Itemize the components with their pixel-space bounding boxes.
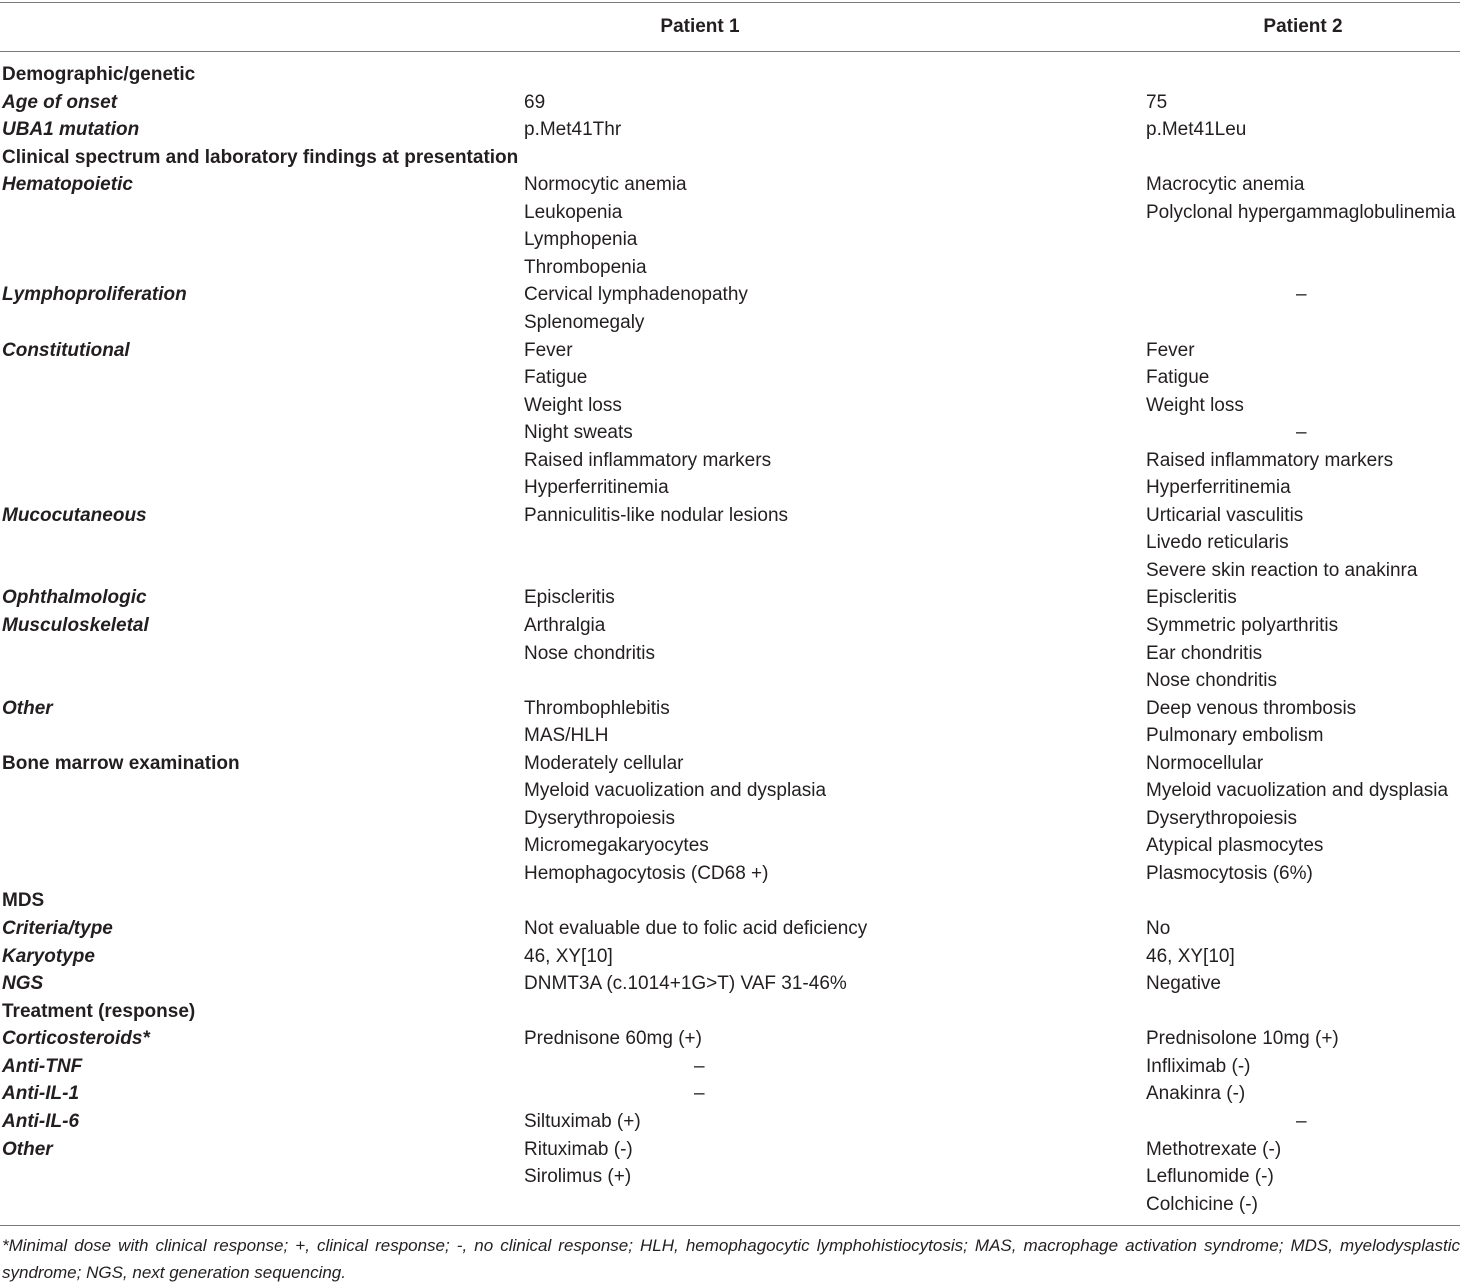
patient-2-cell xyxy=(1146,584,1460,612)
cell-line: Myeloid vacuolization and dysplasia xyxy=(1146,780,1449,802)
cell-line: Hemophagocytosis (CD68 +) xyxy=(524,862,769,884)
table-top-rule xyxy=(0,2,1460,3)
table-row xyxy=(0,584,1460,612)
patient-2-cell xyxy=(1146,171,1460,281)
patient-2-cell xyxy=(1146,970,1460,998)
section-heading: Demographic/genetic xyxy=(2,64,196,85)
patient-1-cell xyxy=(524,1108,1146,1136)
cell-line: 46, XY[10] xyxy=(524,945,613,967)
cell-line: Leukopenia xyxy=(524,201,623,223)
cell-line: Episcleritis xyxy=(1146,587,1237,609)
table-row xyxy=(0,89,1460,117)
cell-line: Nose chondritis xyxy=(1146,670,1277,692)
row-label: Hematopoietic xyxy=(2,174,133,196)
patient-1-cell xyxy=(524,998,1146,1026)
table-row xyxy=(0,1053,1460,1081)
table-row xyxy=(0,998,1460,1026)
cell-line: Thrombophlebitis xyxy=(524,697,670,719)
patient-1-cell xyxy=(524,171,1146,281)
cell-line: Nose chondritis xyxy=(524,642,655,664)
patient-2-cell xyxy=(1146,1080,1460,1108)
cell-line: Normocellular xyxy=(1146,752,1264,774)
header-patient-1: Patient 1 xyxy=(660,16,740,37)
patient-1-cell xyxy=(524,612,1146,695)
cell-line: Raised inflammatory markers xyxy=(1146,449,1394,471)
table-body xyxy=(0,61,1460,1218)
patient-1-cell xyxy=(524,337,1146,502)
empty-dash: – xyxy=(694,1083,705,1105)
patient-1-cell xyxy=(524,750,1146,888)
table-row xyxy=(0,970,1460,998)
cell-line: Cervical lymphadenopathy xyxy=(524,284,748,306)
patient-1-cell xyxy=(524,584,1146,612)
cell-line: 69 xyxy=(524,91,546,113)
section-heading: Bone marrow examination xyxy=(2,752,240,774)
row-label: Corticosteroids* xyxy=(2,1028,150,1050)
patient-2-cell xyxy=(1146,1025,1460,1053)
table-row xyxy=(0,502,1460,585)
patient-2-cell xyxy=(1146,144,1460,172)
table-row xyxy=(0,281,1460,336)
empty-dash: – xyxy=(694,1055,705,1077)
cell-line: Leflunomide (-) xyxy=(1146,1166,1274,1188)
cell-line: Weight loss xyxy=(524,394,622,416)
cell-line: Not evaluable due to folic acid deficiency xyxy=(524,918,868,940)
table-row xyxy=(0,1080,1460,1108)
patient-2-cell xyxy=(1146,887,1460,915)
cell-line: Anakinra (-) xyxy=(1146,1083,1246,1105)
patient-1-cell xyxy=(524,887,1146,915)
patient-2-cell xyxy=(1146,89,1460,117)
row-label: Anti-TNF xyxy=(2,1055,83,1077)
row-label: Lymphoproliferation xyxy=(2,284,187,306)
row-label: Criteria/type xyxy=(2,918,113,940)
cell-line: p.Met41Thr xyxy=(524,119,622,141)
header-patient-2: Patient 2 xyxy=(1263,16,1343,37)
table-row xyxy=(0,695,1460,750)
empty-dash: – xyxy=(1296,422,1307,444)
cell-line: Deep venous thrombosis xyxy=(1146,697,1357,719)
table-header-rule xyxy=(0,51,1460,52)
cell-line: Severe skin reaction to anakinra xyxy=(1146,559,1418,581)
row-label: UBA1 mutation xyxy=(2,119,140,141)
table-row xyxy=(0,171,1460,281)
table-row xyxy=(0,1108,1460,1136)
cell-line: Infliximab (-) xyxy=(1146,1055,1251,1077)
patient-1-cell xyxy=(524,61,1146,89)
cell-line: DNMT3A (c.1014+1G>T) VAF 31-46% xyxy=(524,973,847,995)
cell-line: Prednisone 60mg (+) xyxy=(524,1028,702,1050)
empty-dash: – xyxy=(1296,1110,1307,1132)
patient-2-cell xyxy=(1146,61,1460,89)
cell-line: Lymphopenia xyxy=(524,229,638,251)
patient-1-cell xyxy=(524,144,1146,172)
cell-line: Siltuximab (+) xyxy=(524,1110,641,1132)
cell-line: Micromegakaryocytes xyxy=(524,835,709,857)
row-label: Anti-IL-6 xyxy=(2,1110,80,1132)
row-label: Other xyxy=(2,1138,53,1160)
cell-line: Polyclonal hypergammaglobulinemia xyxy=(1146,201,1456,223)
cell-line: Sirolimus (+) xyxy=(524,1166,632,1188)
cell-line: Night sweats xyxy=(524,422,633,444)
cell-line: Normocytic anemia xyxy=(524,174,687,196)
table-footnote: *Minimal dose with clinical response; +, clinical response; -, no clinical response; HLH, hemophagocytic lymphohistiocytosis; MAS, macrophage activation syndrome; MDS, myelodysplastic syndrome; NGS, next generation sequencing. xyxy=(2,1236,1460,1282)
patient-2-cell xyxy=(1146,1136,1460,1219)
cell-line: No xyxy=(1146,918,1171,940)
row-label: Mucocutaneous xyxy=(2,504,147,526)
cell-line: Macrocytic anemia xyxy=(1146,174,1305,196)
patient-2-cell xyxy=(1146,612,1460,695)
cell-line: Arthralgia xyxy=(524,615,606,637)
cell-line: Splenomegaly xyxy=(524,311,645,333)
patient-1-cell xyxy=(524,970,1146,998)
patient-2-cell xyxy=(1146,1053,1460,1081)
cell-line: Rituximab (-) xyxy=(524,1138,633,1160)
row-label: Age of onset xyxy=(2,91,118,113)
patient-2-cell xyxy=(1146,915,1460,943)
cell-line: Panniculitis-like nodular lesions xyxy=(524,504,789,526)
cell-line: Weight loss xyxy=(1146,394,1244,416)
cell-line: Moderately cellular xyxy=(524,752,684,774)
patient-1-cell xyxy=(524,502,1146,585)
patient-1-cell xyxy=(524,89,1146,117)
cell-line: Raised inflammatory markers xyxy=(524,449,772,471)
patient-1-cell xyxy=(524,1025,1146,1053)
section-heading: Clinical spectrum and laboratory findings at presentation xyxy=(2,146,519,168)
row-label: Karyotype xyxy=(2,945,95,967)
cell-line: Myeloid vacuolization and dysplasia xyxy=(524,780,827,802)
cell-line: Fever xyxy=(524,339,573,361)
patient-1-cell xyxy=(524,1053,1146,1081)
table-row xyxy=(0,887,1460,915)
table-row xyxy=(0,1025,1460,1053)
row-label: Other xyxy=(2,697,53,719)
cell-line: Fever xyxy=(1146,339,1195,361)
cell-line: Symmetric polyarthritis xyxy=(1146,615,1339,637)
patient-1-cell xyxy=(524,915,1146,943)
patient-2-cell xyxy=(1146,116,1460,144)
cell-line: 75 xyxy=(1146,91,1168,113)
cell-line: Prednisolone 10mg (+) xyxy=(1146,1028,1339,1050)
patient-1-cell xyxy=(524,281,1146,336)
section-heading: MDS xyxy=(2,890,45,912)
cell-line: Methotrexate (-) xyxy=(1146,1138,1282,1160)
cell-line: Livedo reticularis xyxy=(1146,532,1289,554)
cell-line: Fatigue xyxy=(524,367,588,389)
patient-2-cell xyxy=(1146,1108,1460,1136)
cell-line: Urticarial vasculitis xyxy=(1146,504,1304,526)
table-row xyxy=(0,116,1460,144)
table-row xyxy=(0,943,1460,971)
row-label: Musculoskeletal xyxy=(2,615,149,637)
section-heading: Treatment (response) xyxy=(2,1000,196,1022)
row-label: Ophthalmologic xyxy=(2,587,147,609)
cell-line: 46, XY[10] xyxy=(1146,945,1235,967)
table-row xyxy=(0,337,1460,502)
patient-1-cell xyxy=(524,695,1146,750)
patient-2-cell xyxy=(1146,998,1460,1026)
cell-line: Thrombopenia xyxy=(524,256,647,278)
patient-1-cell xyxy=(524,1136,1146,1219)
patient-2-cell xyxy=(1146,943,1460,971)
table-row xyxy=(0,915,1460,943)
patient-2-cell xyxy=(1146,750,1460,888)
cell-line: Dyserythropoiesis xyxy=(1146,807,1297,829)
patient-1-cell xyxy=(524,943,1146,971)
cell-line: Hyperferritinemia xyxy=(1146,477,1291,499)
row-label: NGS xyxy=(2,973,44,995)
table-row xyxy=(0,612,1460,695)
patient-2-cell xyxy=(1146,695,1460,750)
row-label: Constitutional xyxy=(2,339,130,361)
cell-line: Ear chondritis xyxy=(1146,642,1263,664)
cell-line: Hyperferritinemia xyxy=(524,477,669,499)
cell-line: Negative xyxy=(1146,973,1221,995)
table-row xyxy=(0,61,1460,89)
patient-2-cell xyxy=(1146,337,1460,502)
patient-2-cell xyxy=(1146,502,1460,585)
row-label: Anti-IL-1 xyxy=(2,1083,80,1105)
patient-1-cell xyxy=(524,116,1146,144)
patient-1-cell xyxy=(524,1080,1146,1108)
table-row xyxy=(0,144,1460,172)
cell-line: Pulmonary embolism xyxy=(1146,725,1324,747)
cell-line: Plasmocytosis (6%) xyxy=(1146,862,1313,884)
patient-2-cell xyxy=(1146,281,1460,336)
table-row xyxy=(0,1136,1460,1219)
cell-line: Colchicine (-) xyxy=(1146,1193,1258,1215)
cell-line: Dyserythropoiesis xyxy=(524,807,675,829)
cell-line: Episcleritis xyxy=(524,587,615,609)
cell-line: MAS/HLH xyxy=(524,725,609,747)
cell-line: p.Met41Leu xyxy=(1146,119,1247,141)
table-bottom-rule xyxy=(0,1225,1460,1226)
empty-dash: – xyxy=(1296,284,1307,306)
table-row xyxy=(0,750,1460,888)
cell-line: Fatigue xyxy=(1146,367,1210,389)
cell-line: Atypical plasmocytes xyxy=(1146,835,1324,857)
